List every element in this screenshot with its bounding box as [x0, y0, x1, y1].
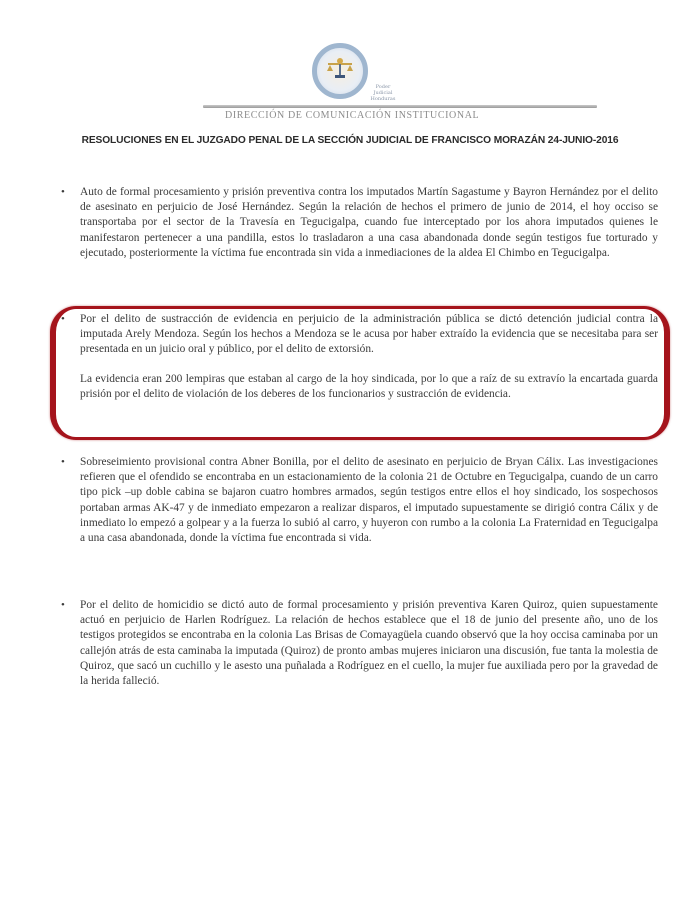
resolution-item	[58, 598, 658, 689]
resolution-text: Auto de formal procesamiento y prisión preventiva contra los imputados Martín Sagastume y Bayron Hernández por el delito de asesinato en perjuicio de José Hernández. Según la relación de hechos el primero de junio de 2014, el hoy occiso se transportaba por el sector de la Travesía en Tegucigalpa, cuando fue interceptado por los ahora imputados quienes le manifestaron pertenecer a una pandilla, estos lo trasladaron a una casa abandonada donde según testigos fue torturado y ejecutado, posteriormente la víctima fue encontrada sin vida a inmediaciones de la aldea El Chimbo en Tegucigalpa.	[80, 186, 658, 259]
logo-caption: Poder Judicial Honduras	[370, 84, 396, 102]
bullet-icon: •	[61, 313, 65, 325]
resolution-item	[58, 455, 658, 546]
document-title: RESOLUCIONES EN EL JUZGADO PENAL DE LA SECCIÓN JUDICIAL DE FRANCISCO MORAZÁN 24-JUNIO-2016	[81, 135, 619, 146]
resolution-item	[58, 185, 658, 261]
department-name: DIRECCIÓN DE COMUNICACIÓN INSTITUCIONAL	[225, 110, 480, 121]
poder-judicial-logo	[306, 40, 396, 102]
header-rule	[203, 105, 597, 108]
bullet-icon: •	[61, 599, 65, 611]
resolution-text: Por el delito de sustracción de evidencia en perjuicio de la administración pública se dictó detención judicial contra la imputada Arely Mendoza. Según los hechos a Mendoza se le acusa por haber extraído la evidencia que se necesitaba para ser presentada en un juicio oral y público, por el delito de extorsión.	[80, 313, 658, 356]
bullet-icon: •	[61, 186, 65, 198]
bullet-icon: •	[61, 456, 65, 468]
resolution-text: Por el delito de homicidio se dictó auto de formal procesamiento y prisión preventiva Karen Quiroz, quien supuestamente actuó en perjuicio de Harlen Rodríguez. La relación de hechos establece que el 18 de junio del presente año, uno de los testigos protegidos se encontraba en la colonia Las Brisas de Comayagüela cuando observó que la hoy occisa caminaba por un callejón atrás de esta caminaba la imputada (Quiroz) de pronto ambas mujeres iniciaron una discusión, fue tanta la molestia de Quiroz, que sacó un cuchillo y le asesto una puñalada a Rodríguez en el cuello, la mujer fue auxiliada pero por la gravedad de la herida falleció.	[80, 599, 658, 688]
resolution-text: Sobreseimiento provisional contra Abner Bonilla, por el delito de asesinato en perjuicio de Bryan Cálix. Las investigaciones refieren que el ofendido se encontraba en un estacionamiento de la colonia 21 de Octubre en Tegucigalpa, cuando de un carro tipo pick –up doble cabina se bajaron cuatro hombres armados, según testigos entre ellos el hoy sindicado, los sospechosos portaban armas AK-47 y de inmediato empezaron a realizar disparos, el imputado supuestamente se dirigió contra Cálix y de inmediato lo empezó a golpear y a la fuerza lo subió al carro, y huyeron con rumbo a la colonia La Fraternidad en Tegucigalpa a una casa abandonada, donde la víctima fue encontrada si vida.	[80, 456, 658, 545]
resolution-item-highlighted	[58, 312, 658, 402]
resolution-text-continued: La evidencia eran 200 lempiras que estaban al cargo de la hoy sindicada, por lo que a raíz de su extravío la encartada guarda prisión por el delito de violación de los deberes de los funcionarios y sustracción de evidencia.	[80, 372, 658, 400]
scales-emblem-icon	[326, 57, 354, 79]
